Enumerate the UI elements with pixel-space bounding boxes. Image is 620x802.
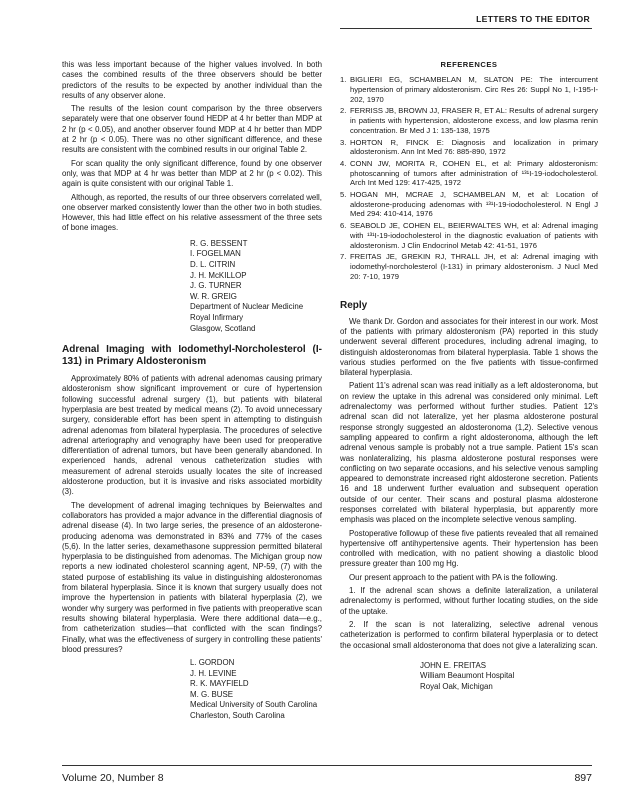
reference-number: 5. xyxy=(340,190,347,200)
reference-item xyxy=(340,106,598,135)
footer-rule xyxy=(62,765,592,766)
right-column xyxy=(340,60,598,693)
left-column xyxy=(62,60,322,722)
reference-number: 4. xyxy=(340,158,347,168)
paragraph: The results of the lesion count comparison by the three observers separately were that one observer found HEDP at 4 hr better than MDP at 2 hr (p < 0.05), and another observer found MDP at 4 hr better than MDP at 2 hr (p < 0.05). There was no other significant difference, and these results are consistent with the combined results in our original Table 2. xyxy=(62,104,322,155)
paragraph: For scan quality the only significant difference, found by one observer only, was that MDP at 4 hr was better than MDP at 2 hr (p < 0.02). This again is quite consistent with our original Table 1. xyxy=(62,158,322,189)
reference-item xyxy=(340,138,598,157)
paragraph: 1. If the adrenal scan shows a definite lateralization, a unilateral adrenalectomy is performed, without further locating studies, on the side of the uptake. xyxy=(340,586,598,616)
affiliation: Glasgow, Scotland xyxy=(190,323,256,333)
reference-number: 2. xyxy=(340,106,347,116)
reference-item xyxy=(340,159,598,188)
reference-text: FREITAS JE, GREKIN RJ, THRALL JH, et al: Adrenal imaging with iodomethyl-norcholesterol (I-131) in primary aldosteronism. J Nucl Med 20: 7-10, 1979 xyxy=(350,252,598,281)
reference-text: BIGLIERI EG, SCHAMBELAN M, SLATON PE: The intercurrent hypertension of primary aldosteronism. Circ Res 26: Suppl No 1, I-195-I-202, 1970 xyxy=(350,75,598,104)
references-heading: REFERENCES xyxy=(440,60,498,69)
reference-item xyxy=(340,221,598,250)
signature-block-1 xyxy=(190,239,322,334)
author-name: W. R. GREIG xyxy=(190,291,237,301)
reference-item xyxy=(340,190,598,219)
affiliation: William Beaumont Hospital xyxy=(420,671,515,681)
signature-block-2 xyxy=(190,658,322,722)
author-name: J. G. TURNER xyxy=(190,281,242,291)
running-header: LETTERS TO THE EDITOR xyxy=(476,14,590,24)
reference-list xyxy=(340,75,598,281)
affiliation: Department of Nuclear Medicine xyxy=(190,302,304,312)
reference-text: FERRISS JB, BROWN JJ, FRASER R, ET AL: Results of adrenal surgery in patients with hypertension, aldosterone excess, and low plasma renin concentration. Br Med J 1: 135-138, 1975 xyxy=(350,106,598,135)
reference-item xyxy=(340,252,598,281)
author-name: JOHN E. FREITAS xyxy=(420,660,487,670)
reply-signature xyxy=(420,661,598,693)
author-name: D. L. CITRIN xyxy=(190,259,236,269)
affiliation: Royal Infirmary xyxy=(190,312,244,322)
reference-number: 1. xyxy=(340,75,347,85)
paragraph: Approximately 80% of patients with adrenal adenomas causing primary aldosteronism show significant improvement or cure of hypertension following successful adrenal surgery (1), but patients with bilateral hyperplasia are best treated by medical means (2). To avoid unnecessary surgery, considerable effort has been spent in attempting to distinguish adrenal adenomas from bilateral hyperplasia. The procedures of selective adrenal arteriography and venography have been used for preoperative differentiation of adrenal tumors, but have been generally abandoned. In experienced hands, adrenal venous catheterization studies with measurement of adrenal steroids usually locates the site of increased aldosterone production, but it is invasive and risks associated morbidity (3). xyxy=(62,374,322,497)
reference-text: CONN JW, MORITA R, COHEN EL, et al: Primary aldosteronism: photoscanning of tumors after administration of ¹³¹I-19-iodocholesterol. Arch Int Med 129: 417-425, 1972 xyxy=(350,158,598,188)
paragraph: We thank Dr. Gordon and associates for their interest in our work. Most of the patients with primary aldosteronism (PA) reported in this study underwent several different procedures, including adrenal imaging, to distinguish aldosteronomas from bilateral hyperplasia. Table 1 shows the various studies performed on the five patients with tissue-confirmed bilateral hyperplasia. xyxy=(340,316,598,378)
paragraph: The development of adrenal imaging techniques by Beierwaltes and collaborators has provided a major advance in the differential diagnosis of adrenal disease (4). In two large series, the presence of an aldosterone-producing adenoma was demonstrated in 83% and 77% of the cases (5,6). In the latter series, dexamethasone suppression permitted bilateral hyperplasia to be distinguished from adenomas. The Michigan group now reports a new iodinated cholesterol scanning agent, NP-59, (7) with the stated purpose of establishing its value in distinguishing aldosteronomas from bilateral hyperplasia. Since it is known that surgery usually does not improve the hypertension in patients with bilateral hyperplasia (2), we wonder why surgery was performed in five patients with preoperative scan results showing bilateral hyperplasia. Were there additional data—e.g., from catheterization studies—that conflicted with the scan findings? Finally, what was the effectiveness of surgery in controlling these patients' blood pressures? xyxy=(62,500,322,654)
volume-label: Volume 20, Number 8 xyxy=(62,772,164,784)
reference-text: HOGAN MH, MCRAE J, SCHAMBELAN M, et al: Location of aldosterone-producing adenomas with ¹³¹I-19-iodocholesterol. N Engl J Med 294: 410-414, 1976 xyxy=(350,190,598,219)
reference-number: 7. xyxy=(340,252,347,262)
author-name: M. G. BUSE xyxy=(190,689,233,699)
author-name: L. GORDON xyxy=(190,658,235,668)
paragraph: Patient 11's adrenal scan was read initially as a left aldosteronoma, but on review the uptake in this adrenal was considered only minimal. Left adrenalectomy was performed without further studies. Patient 12's adrenal scan did not lateralize, yet her plasma aldosterone postural response strongly suggested an aldosteronoma (1,2). Selective venous sampling appeared to confirm a right aldosteronoma, although the left adrenal venous sample is probably not a true sample. Patient 15's scan was nonlateralizing, his plasma aldosterone postural responses were conflicting on two separate occasions, and his selective venous sampling appeared to demonstrate increased right aldosterone secretion. Patients 16 and 18 underwent further evaluation and subsequent operation outside of our center. Their scans and postural plasma aldosterone responses correlated with bilateral hyperplasia, but apparently more emphasis was placed on the incomplete selective venous sampling. xyxy=(340,381,598,525)
reply-heading: Reply xyxy=(340,300,368,312)
page-number: 897 xyxy=(574,772,592,784)
reference-item xyxy=(340,75,598,104)
paragraph: Although, as reported, the results of our three observers correlated well, one observer marked consistently lower than the other two in both studies. However, this had little effect on his relative assessment of the three sets of bone images. xyxy=(62,192,322,233)
header-rule xyxy=(340,28,592,29)
affiliation: Charleston, South Carolina xyxy=(190,711,285,721)
affiliation: Medical University of South Carolina xyxy=(190,700,318,710)
paragraph: 2. If the scan is not lateralizing, selective adrenal venous catheterization is performed to confirm bilateral hyperplasia or to detect the occasional small aldosteronoma that does not give a lateralizing scan. xyxy=(340,619,598,650)
affiliation: Royal Oak, Michigan xyxy=(420,682,493,692)
author-name: R. K. MAYFIELD xyxy=(190,679,249,689)
letter-title: Adrenal Imaging with Iodomethyl-Norcholesterol (I-131) in Primary Aldosteronism xyxy=(62,344,322,368)
paragraph: Postoperative followup of these five patients revealed that all remained hypertensive off antihypertensive agents. Their hypertension has been controlled with medication, with no patient showing a diastolic blood pressure greater than 100 mg Hg. xyxy=(340,528,598,569)
reference-text: HORTON R, FINCK E: Diagnosis and localization in primary aldosteronism. Ann Int Med 76: 885-890, 1972 xyxy=(350,137,598,157)
paragraph: Our present approach to the patient with PA is the following. xyxy=(349,572,558,582)
author-name: J. H. LEVINE xyxy=(190,668,237,678)
author-name: I. FOGELMAN xyxy=(190,249,241,259)
reference-number: 6. xyxy=(340,221,347,231)
author-name: J. H. McKILLOP xyxy=(190,270,247,280)
reference-number: 3. xyxy=(340,137,347,147)
paragraph: this was less important because of the higher values involved. In both cases the combined results of the three observers should be better predictors of the results to be expected by another individual than the results of any observer alone. xyxy=(62,60,322,100)
reference-text: SEABOLD JE, COHEN EL, BEIERWALTES WH, et al: Adrenal imaging with ¹³¹I-19-iodocholesterol in the diagnostic evaluation of patients with aldosteronism. J Clin Endocrinol Metab 42: 41-51, 1976 xyxy=(350,221,598,250)
author-name: R. G. BESSENT xyxy=(190,238,248,248)
